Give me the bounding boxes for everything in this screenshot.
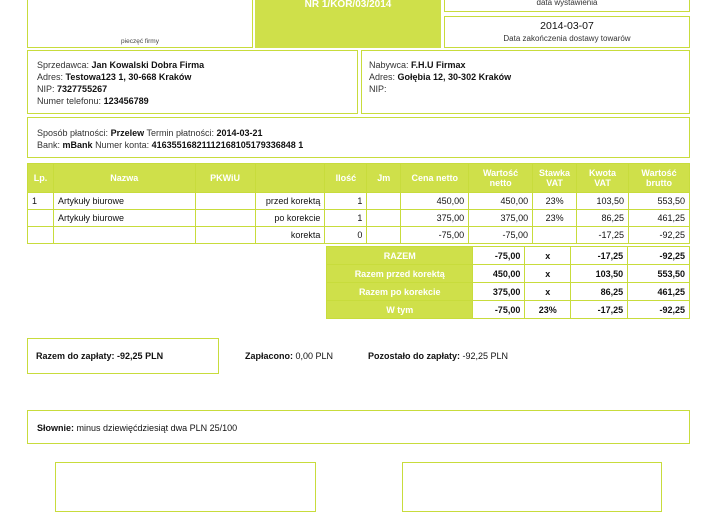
buyer-box [361, 50, 690, 114]
row-qty: 0 [325, 227, 367, 244]
row-net-value: -75,00 [469, 227, 533, 244]
remaining-amount: -92,25 PLN [462, 351, 509, 361]
row-lp: 1 [28, 193, 54, 210]
row-vat-amount: 103,50 [577, 193, 629, 210]
row-kind: po korekcie [255, 210, 325, 227]
buyer-name: F.H.U Firmax [411, 60, 466, 70]
row-vat-amount: 86,25 [577, 210, 629, 227]
col-header-name: Nazwa [53, 164, 195, 193]
summary-rate: 23% [525, 301, 571, 319]
buyer-nip-label: NIP: [369, 84, 387, 94]
col-header-kind [255, 164, 325, 193]
to-pay-box [27, 338, 219, 374]
seller-nip: 7327755267 [57, 84, 108, 94]
buyer-address: Gołębia 12, 30-302 Kraków [397, 72, 512, 82]
signature-box-left [55, 462, 316, 512]
buyer-address-label: Adres: [369, 72, 396, 82]
table-row [28, 227, 690, 244]
row-name: Artykuły biurowe [53, 193, 195, 210]
summary-row [327, 283, 690, 301]
row-vat-amount: -17,25 [577, 227, 629, 244]
document-number-box [255, 0, 441, 48]
col-header-net-value: Wartość netto [469, 164, 533, 193]
remaining-line [368, 351, 508, 361]
delivery-date-label: Data zakończenia dostawy towarów [503, 34, 631, 43]
paid-line [245, 351, 333, 361]
row-pkwiu [195, 227, 255, 244]
summary-label: Razem przed korektą [327, 265, 473, 283]
summary-gross: -92,25 [628, 301, 690, 319]
table-row [28, 193, 690, 210]
row-gross-value: 461,25 [629, 210, 690, 227]
row-unit [367, 210, 401, 227]
summary-net: -75,00 [473, 301, 525, 319]
col-header-qty: Ilość [325, 164, 367, 193]
payment-method-label: Sposób płatności: [37, 128, 109, 138]
to-pay-label: Razem do zapłaty: [36, 351, 115, 361]
summary-vat: 86,25 [571, 283, 628, 301]
col-header-lp: Lp. [28, 164, 54, 193]
col-header-vat-rate: Stawka VAT [533, 164, 577, 193]
seller-name: Jan Kowalski Dobra Firma [91, 60, 205, 70]
seller-phone: 123456789 [103, 96, 149, 106]
row-net-price: 450,00 [401, 193, 469, 210]
words-box [27, 410, 690, 444]
seller-address: Testowa123 1, 30-668 Kraków [65, 72, 192, 82]
remaining-label: Pozostało do zapłaty: [368, 351, 461, 361]
row-net-price: 375,00 [401, 210, 469, 227]
row-lp [28, 210, 54, 227]
bank-name: mBank [62, 140, 93, 150]
summary-vat: -17,25 [571, 247, 628, 265]
summary-net: -75,00 [473, 247, 525, 265]
row-kind: przed korektą [255, 193, 325, 210]
summary-table [326, 246, 690, 319]
delivery-date: 2014-03-07 [540, 20, 594, 32]
items-table [27, 163, 690, 244]
row-kind: korekta [255, 227, 325, 244]
paid-amount: 0,00 PLN [295, 351, 334, 361]
row-name [53, 227, 195, 244]
stamp-label: pieczęć firmy [121, 38, 159, 45]
summary-row [327, 301, 690, 319]
summary-label: Razem po korekcie [327, 283, 473, 301]
document-number: NR 1/KOR/03/2014 [304, 0, 392, 10]
payment-method: Przelew [110, 128, 145, 138]
row-vat-rate [533, 227, 577, 244]
company-stamp-box [27, 0, 253, 48]
words-text: minus dziewięćdziesiąt dwa PLN 25/100 [76, 423, 238, 433]
account-label: Numer konta: [95, 140, 150, 150]
issue-date-label: data wystawienia [536, 0, 598, 7]
account-number: 41635516821112168105179336848 1 [151, 140, 304, 150]
summary-vat: 103,50 [571, 265, 628, 283]
payment-due-label: Termin płatności: [146, 128, 214, 138]
summary-net: 450,00 [473, 265, 525, 283]
row-gross-value: -92,25 [629, 227, 690, 244]
delivery-date-box [444, 16, 690, 48]
words-label: Słownie: [37, 423, 75, 433]
to-pay-amount: -92,25 PLN [117, 351, 164, 361]
summary-vat: -17,25 [571, 301, 628, 319]
row-net-value: 375,00 [469, 210, 533, 227]
summary-net: 375,00 [473, 283, 525, 301]
col-header-pkwiu: PKWiU [195, 164, 255, 193]
summary-rate: x [525, 265, 571, 283]
seller-address-label: Adres: [37, 72, 64, 82]
issue-date-box [444, 0, 690, 12]
items-header-row [28, 164, 690, 193]
summary-gross: -92,25 [628, 247, 690, 265]
row-net-value: 450,00 [469, 193, 533, 210]
col-header-net-price: Cena netto [401, 164, 469, 193]
row-vat-rate: 23% [533, 210, 577, 227]
seller-phone-label: Numer telefonu: [37, 96, 102, 106]
row-vat-rate: 23% [533, 193, 577, 210]
summary-gross: 461,25 [628, 283, 690, 301]
row-unit [367, 227, 401, 244]
seller-box [27, 50, 358, 114]
row-qty: 1 [325, 193, 367, 210]
row-lp [28, 227, 54, 244]
payment-box [27, 117, 690, 158]
seller-nip-label: NIP: [37, 84, 55, 94]
col-header-gross-value: Wartość brutto [629, 164, 690, 193]
col-header-vat-amount: Kwota VAT [577, 164, 629, 193]
summary-label: RAZEM [327, 247, 473, 265]
table-row [28, 210, 690, 227]
col-header-unit: Jm [367, 164, 401, 193]
buyer-name-label: Nabywca: [369, 60, 409, 70]
summary-row [327, 247, 690, 265]
paid-label: Zapłacono: [245, 351, 294, 361]
bank-label: Bank: [37, 140, 61, 150]
summary-rate: x [525, 283, 571, 301]
row-name: Artykuły biurowe [53, 210, 195, 227]
seller-name-label: Sprzedawca: [37, 60, 90, 70]
signature-box-right [402, 462, 662, 512]
summary-row [327, 265, 690, 283]
summary-rate: x [525, 247, 571, 265]
row-pkwiu [195, 210, 255, 227]
row-unit [367, 193, 401, 210]
summary-label: W tym [327, 301, 473, 319]
row-net-price: -75,00 [401, 227, 469, 244]
row-pkwiu [195, 193, 255, 210]
row-qty: 1 [325, 210, 367, 227]
summary-gross: 553,50 [628, 265, 690, 283]
row-gross-value: 553,50 [629, 193, 690, 210]
payment-due: 2014-03-21 [216, 128, 263, 138]
